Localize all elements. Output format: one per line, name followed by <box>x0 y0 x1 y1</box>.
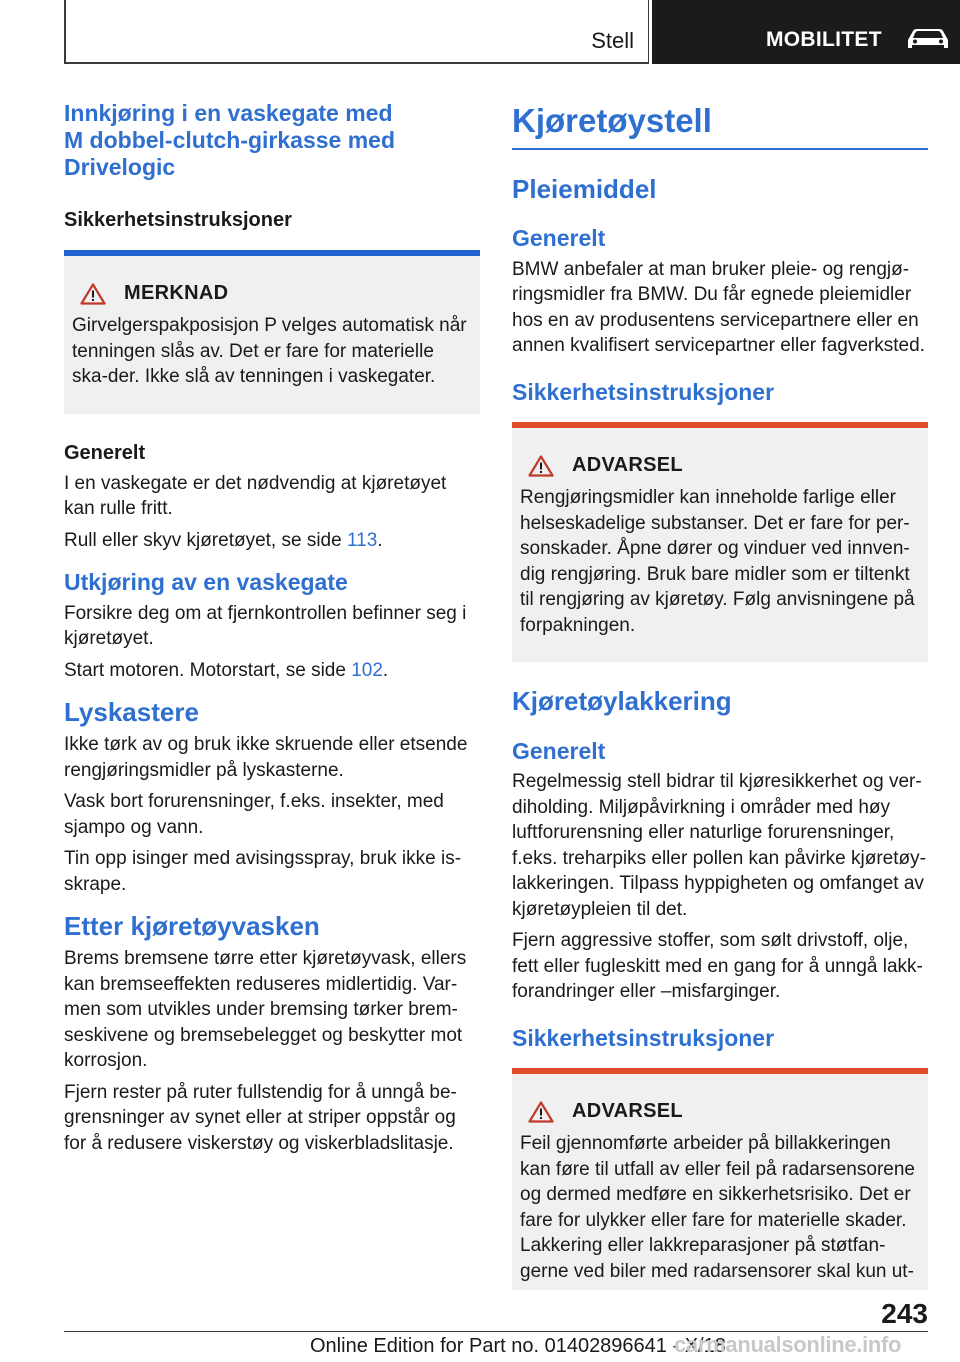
care-products-heading: Pleiemiddel <box>512 173 657 204</box>
general-heading: Generelt <box>64 441 146 464</box>
warning-triangle-icon <box>528 1101 554 1123</box>
right-column <box>512 102 928 1290</box>
page-link-102[interactable]: 102 <box>351 659 383 681</box>
page-link-113[interactable]: 113 <box>346 529 378 551</box>
headlights-paragraph-1: Ikke tørk av og bruk ikke skruende eller etsende rengjøringsmidler på lyskasterne. <box>64 734 468 781</box>
section-title: Stell <box>591 28 634 53</box>
notice-label: MERKNAD <box>124 282 229 304</box>
paint-heading: Kjøretøylakkering <box>512 686 732 717</box>
header-chapter-tab <box>652 0 960 64</box>
edition-text: Online Edition for Part no. 01402896641 - X/18 <box>310 1335 726 1357</box>
paint-general-heading: Generelt <box>512 737 606 764</box>
warning-1-header <box>520 454 920 477</box>
warning-triangle-icon <box>528 455 554 477</box>
title-rule <box>512 148 928 150</box>
care-paragraph: BMW anbefaler at man bruker pleie- og rengjø-ringsmidler fra BMW. Du får egnede pleiemidler hos en av produsentens servicepartnere eller en annen kvalifisert servicepartner eller fagverksted. <box>512 258 925 357</box>
general-paragraph-1: I en vaskegate er det nødvendig at kjøretøyet kan rulle fritt. <box>64 472 447 519</box>
notice-text: Girvelgerspakposisjon P velges automatisk når tenningen slås av. Det er fare for materielle ska-der. Ikke slå av tenningen i vaskegater. <box>72 315 467 387</box>
warning-1-text: Rengjøringsmidler kan inneholde farlige eller helseskadelige substanser. Det er fare for per-sonskader. Åpne dører og vinduer ved innven-dig rengjøring. Bruk bare midler som er tiltenkt til rengjøring av kjøretøy. Følg anvisningene på forpakningen. <box>520 487 915 636</box>
notice-box <box>64 250 480 414</box>
vehicle-care-title: Kjøretøystell <box>512 102 712 139</box>
paint-safety-heading: Sikkerhetsinstruksjoner <box>512 1024 775 1051</box>
left-column <box>64 100 480 1156</box>
care-safety-heading: Sikkerhetsinstruksjoner <box>512 378 775 405</box>
care-general-heading: Generelt <box>512 225 606 252</box>
paint-paragraph-2: Fjern aggressive stoffer, som sølt drivstoff, olje, fett eller fugleskitt med en gang for å unngå lakk-forandringer eller –misfarginger. <box>512 930 923 1003</box>
warning-2-label: ADVARSEL <box>572 1100 683 1123</box>
exit-paragraph-2: Start motoren. Motorstart, se side 102. <box>64 659 389 681</box>
warning-triangle-icon <box>80 283 106 305</box>
headlights-paragraph-3: Tin opp isinger med avisingsspray, bruk ikke is-skrape. <box>64 848 462 895</box>
warning-box-1 <box>512 422 928 662</box>
paint-paragraph-1: Regelmessig stell bidrar til kjøresikkerhet og ver-diholding. Miljøpåvirkning i områder med høy luftforurensning eller naturlige forurensninger, f.eks. treharpiks eller pollen kan påvirke kjøretøy-lakkeringen. Tilpass hyppigheten og omfanget av kjøretøypleien til det. <box>512 771 926 920</box>
chapter-title: MOBILITET <box>766 28 882 51</box>
car-wash-dct-title: Innkjøring i en vaskegate med M dobbel-clutch-girkasse med Drivelogic <box>64 100 396 180</box>
page-number: 243 <box>881 1298 928 1329</box>
car-icon <box>904 26 952 52</box>
safety-heading: Sikkerhetsinstruksjoner <box>64 209 292 231</box>
headlights-heading: Lyskastere <box>64 697 199 728</box>
watermark: carmanualsonline.info <box>674 1332 902 1357</box>
exit-paragraph-1: Forsikre deg om at fjernkontrollen befinner seg i kjøretøyet. <box>64 602 467 650</box>
headlights-paragraph-2: Vask bort forurensninger, f.eks. insekter, med sjampo og vann. <box>64 791 444 838</box>
exit-car-wash-heading: Utkjøring av en vaskegate <box>64 569 348 595</box>
warning-2-header <box>520 1100 920 1123</box>
general-paragraph-2: Rull eller skyv kjøretøyet, se side 113. <box>64 529 383 551</box>
after-paragraph-2: Fjern rester på ruter fullstendig for å unngå be-grensninger av synet eller at striper oppstår og for å redusere viskerstøy og viskerbladslitasje. <box>64 1081 457 1154</box>
warning-box-2 <box>512 1068 928 1290</box>
warning-1-label: ADVARSEL <box>572 454 683 477</box>
after-car-wash-heading: Etter kjøretøyvasken <box>64 911 320 942</box>
header-section-tab <box>64 0 649 64</box>
warning-2-text: Feil gjennomførte arbeider på billakkeringen kan føre til utfall av eller feil på radarsensorene og dermed medføre en sikkerhetsrisiko. Det er fare for ulykker eller fare for materielle skader. Lakkering eller lakkreparasjoner på støtfan-gerne ved biler med radarsensorer skal kun ut- <box>520 1133 915 1282</box>
notice-header <box>72 282 472 305</box>
after-paragraph-1: Brems bremsene tørre etter kjøretøyvask, ellers kan bremseeffekten reduseres midlertidig. Var-men som utvikles under bremsing tørker brem-seskivene og bremsebelegget og beskytter mot korrosjon. <box>64 948 467 1072</box>
